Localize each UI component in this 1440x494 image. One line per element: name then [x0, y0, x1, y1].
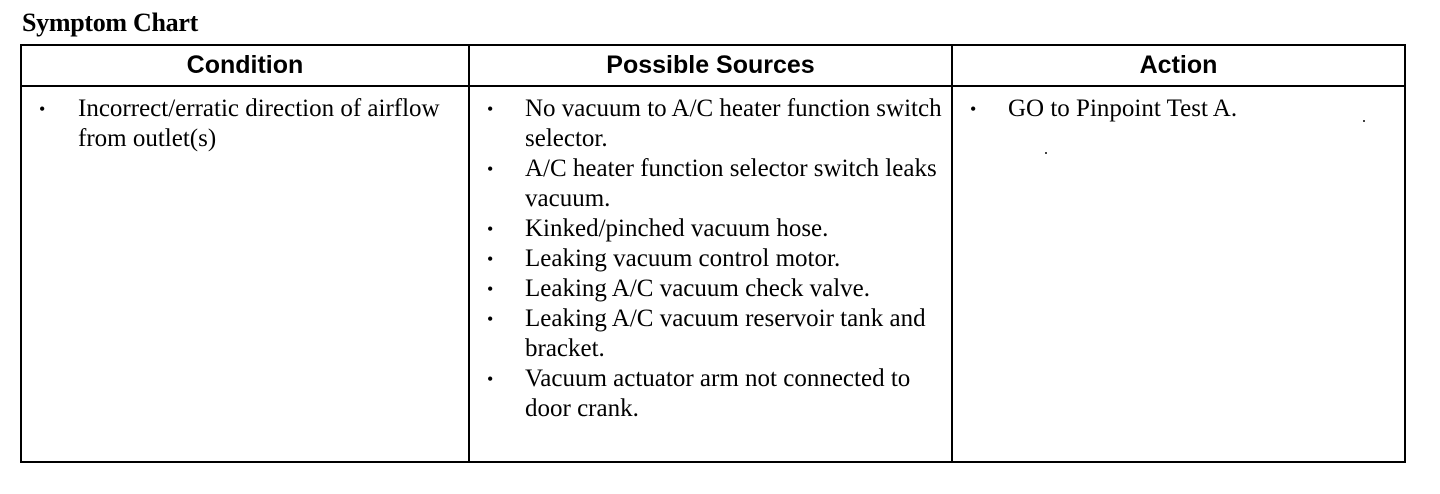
action-cell [952, 86, 1405, 462]
list-item [470, 274, 951, 304]
list-item [470, 154, 951, 214]
condition-text: Incorrect/erratic direction of airflow from outlet(s) [78, 95, 440, 152]
table-row [21, 86, 1405, 462]
bullet-icon: • [39, 99, 46, 119]
source-text: No vacuum to A/C heater function switch selector. [525, 95, 942, 152]
action-header: Action [952, 45, 1405, 86]
bullet-icon: • [487, 249, 494, 269]
possible-sources-list [470, 87, 951, 424]
symptom-chart-table [20, 44, 1406, 463]
bullet-icon: • [487, 159, 494, 179]
possible-sources-cell [469, 86, 952, 462]
action-text: GO to Pinpoint Test A. [1008, 95, 1238, 122]
bullet-icon: • [487, 219, 494, 239]
source-text: A/C heater function selector switch leaks vacuum. [525, 155, 937, 212]
condition-cell [21, 86, 469, 462]
list-item [470, 244, 951, 274]
list-item [470, 214, 951, 244]
table-header-row [21, 45, 1405, 86]
bullet-icon: • [487, 279, 494, 299]
source-text: Leaking vacuum control motor. [525, 245, 841, 272]
condition-list [22, 87, 468, 154]
list-item [22, 94, 468, 154]
list-item [470, 304, 951, 364]
possible-sources-header: Possible Sources [469, 45, 952, 86]
source-text: Vacuum actuator arm not connected to door crank. [525, 365, 911, 422]
list-item [953, 94, 1404, 124]
source-text: Leaking A/C vacuum check valve. [525, 275, 871, 302]
bullet-icon: • [487, 99, 494, 119]
condition-header: Condition [21, 45, 469, 86]
bullet-icon: • [970, 99, 977, 119]
list-item [470, 364, 951, 424]
action-list [953, 87, 1404, 124]
scan-speck [1045, 152, 1047, 154]
bullet-icon: • [487, 369, 494, 389]
page-title: Symptom Chart [22, 8, 198, 37]
source-text: Kinked/pinched vacuum hose. [525, 215, 829, 242]
bullet-icon: • [487, 309, 494, 329]
list-item [470, 94, 951, 154]
scan-speck [1363, 120, 1365, 122]
source-text: Leaking A/C vacuum reservoir tank and bracket. [525, 305, 926, 362]
